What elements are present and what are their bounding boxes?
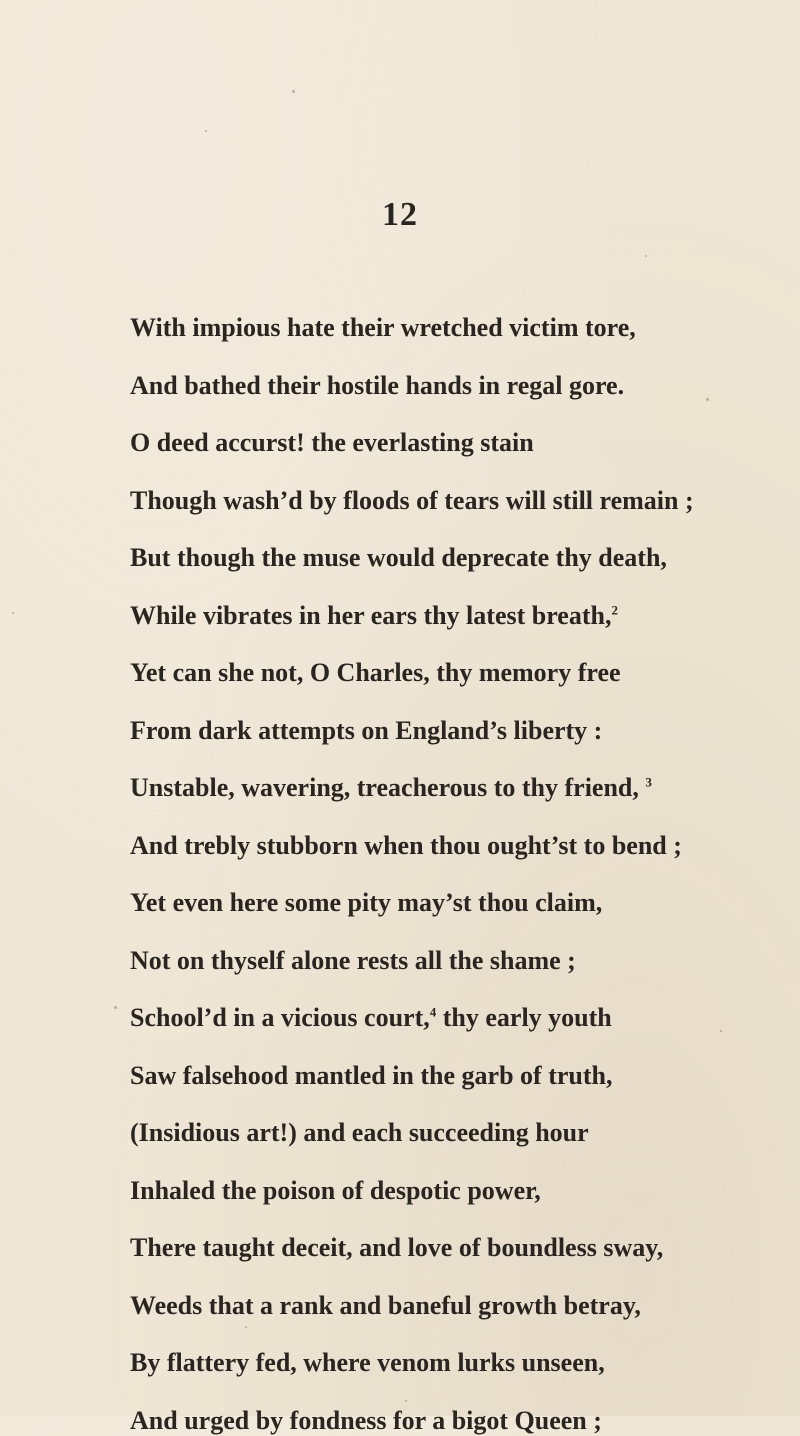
paper-speck: [292, 90, 295, 93]
footnote-marker: 3: [645, 774, 652, 790]
poem-line: Inhaled the poison of despotic power,: [130, 1175, 541, 1205]
poem-line: Saw falsehood mantled in the garb of truth,: [130, 1060, 613, 1090]
poem-line: Weeds that a rank and baneful growth betray,: [130, 1290, 641, 1320]
paper-speck: [205, 130, 207, 132]
paper-speck: [405, 1400, 407, 1402]
footnote-marker: 4: [429, 1004, 437, 1020]
poem-line: And trebly stubborn when thou ought’st to bend ;: [130, 830, 682, 860]
paper-speck: [645, 255, 647, 257]
poem-line: (Insidious art!) and each succeeding hour: [130, 1118, 589, 1147]
poem-line: Though wash’d by floods of tears will still remain ;: [130, 485, 694, 515]
poem-line: While vibrates in her ears thy latest breath,$^2$: [130, 600, 618, 630]
poem-line: There taught deceit, and love of boundless sway,: [130, 1233, 664, 1262]
paper-speck: [720, 1030, 722, 1032]
poem-line: Not on thyself alone rests all the shame ;: [130, 945, 576, 975]
poem-line: But though the muse would deprecate thy death,: [130, 543, 667, 572]
paper-speck: [245, 1326, 247, 1328]
poem-line: Yet can she not, O Charles, thy memory free: [130, 658, 621, 687]
paper-speck: [706, 398, 709, 401]
poem-line: Unstable, wavering, treacherous to thy friend, $^3$: [130, 773, 652, 802]
poem-line: School’d in a vicious court,$^4$ thy early youth: [130, 1003, 612, 1032]
poem-line: O deed accurst! the everlasting stain: [130, 428, 534, 457]
poem-line: With impious hate their wretched victim tore,: [130, 313, 636, 342]
paper-speck: [12, 612, 14, 614]
paper-speck: [114, 1006, 117, 1009]
page-number: 12: [382, 196, 418, 233]
poem-line: Yet even here some pity may’st thou claim,: [130, 888, 603, 917]
poem-line: And urged by fondness for a bigot Queen ;: [130, 1405, 602, 1435]
poem-line: From dark attempts on England’s liberty :: [130, 715, 603, 745]
poem-line: And bathed their hostile hands in regal gore.: [130, 370, 625, 400]
footnote-marker: 2: [611, 601, 618, 617]
poem-line: By flattery fed, where venom lurks unseen,: [130, 1348, 605, 1377]
